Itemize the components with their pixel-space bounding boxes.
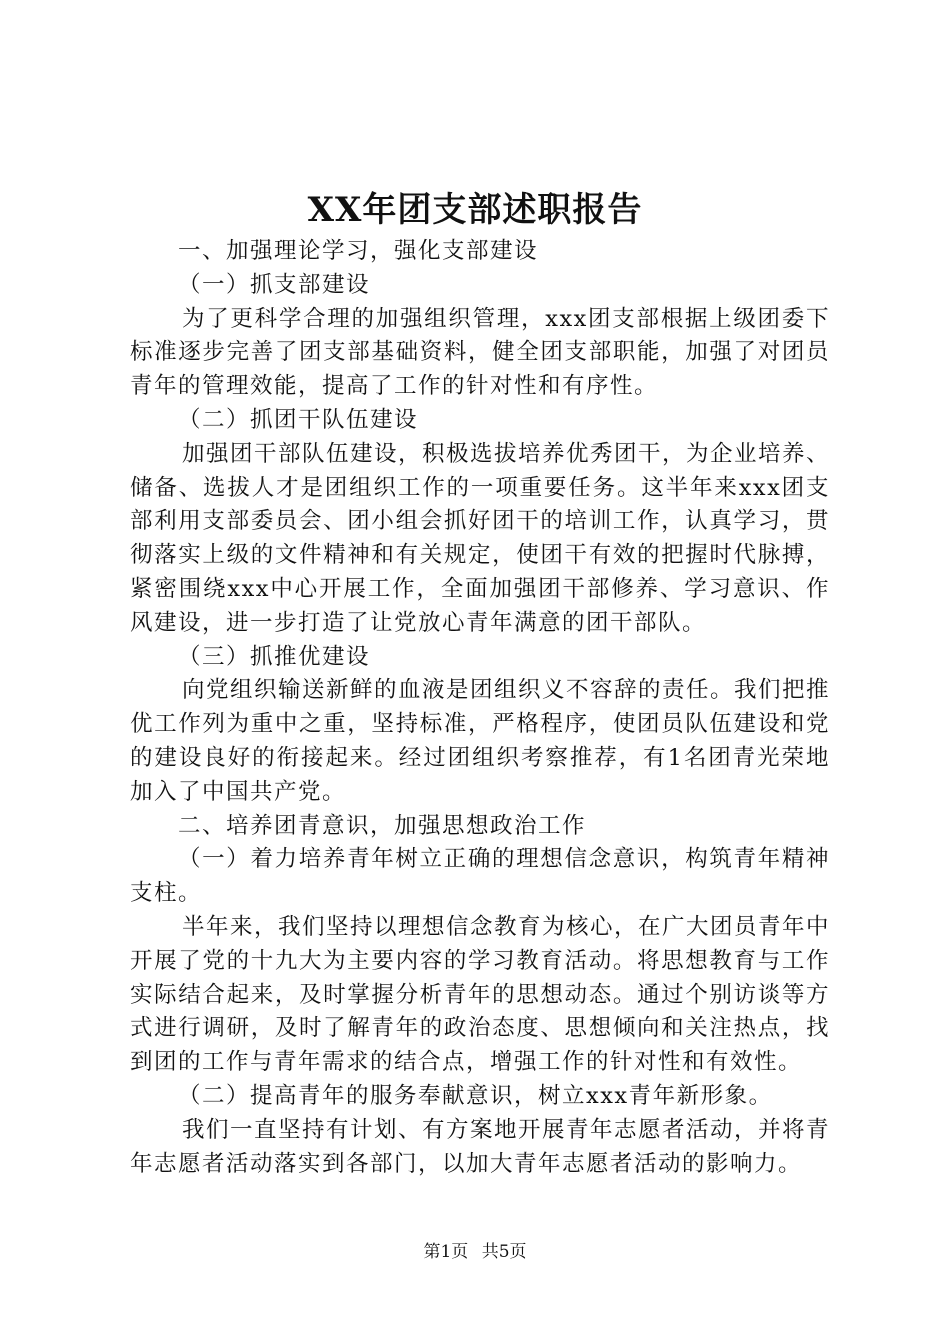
paragraph-2: 加强团干部队伍建设，积极选拔培养优秀团干，为企业培养、储备、选拔人才是团组织工作的一项重要任务。这半年来xxx团支部利用支部委员会、团小组会抓好团干的培训工作，认真学习，贯彻落实上级的文件精神和有关规定，使团干有效的把握时代脉搏，紧密围绕xxx中心开展工作，全面加强团干部修养、学习意识、作风建设，进一步打造了让党放心青年满意的团干部队。 bbox=[130, 440, 831, 636]
section-heading-2: 二、培养团青意识，加强思想政治工作 bbox=[178, 812, 587, 839]
paragraph-4: 半年来，我们坚持以理想信念教育为核心，在广大团员青年中开展了党的十九大为主要内容的学习教育活动。将思想教育与工作实际结合起来，及时掌握分析青年的思想动态。通过个别访谈等方式进行调研，及时了解青年的政治态度、思想倾向和关注热点，找到团的工作与青年需求的结合点，增强工作的针对性和有效性。 bbox=[130, 913, 831, 1076]
page-footer bbox=[0, 1240, 950, 1264]
subsection-heading-1-3: （三）抓推优建设 bbox=[178, 643, 371, 670]
document-title: XX年团支部述职报告 bbox=[307, 190, 643, 230]
subsection-heading-2-1: （一）着力培养青年树立正确的理想信念意识，构筑青年精神支柱。 bbox=[130, 846, 830, 907]
page-total: 共5页 bbox=[481, 1242, 527, 1262]
subsection-heading-2-2: （二）提高青年的服务奉献意识，树立xxx青年新形象。 bbox=[178, 1082, 773, 1109]
subsection-heading-1-2: （二）抓团干队伍建设 bbox=[178, 406, 419, 433]
page-number: 第1页 bbox=[423, 1242, 469, 1262]
section-heading-1: 一、加强理论学习，强化支部建设 bbox=[178, 238, 539, 264]
document-body bbox=[130, 235, 830, 1181]
paragraph-1: 为了更科学合理的加强组织管理，xxx团支部根据上级团委下标准逐步完善了团支部基础资料，健全团支部职能，加强了对团员青年的管理效能，提高了工作的针对性和有序性。 bbox=[130, 305, 830, 400]
subsection-heading-1-1: （一）抓支部建设 bbox=[178, 271, 371, 298]
paragraph-5: 我们一直坚持有计划、有方案地开展青年志愿者活动，并将青年志愿者活动落实到各部门，以加大青年志愿者活动的影响力。 bbox=[130, 1116, 831, 1177]
paragraph-3: 向党组织输送新鲜的血液是团组织义不容辞的责任。我们把推优工作列为重中之重，坚持标准，严格程序，使团员队伍建设和党的建设良好的衔接起来。经过团组织考察推荐，有1名团青光荣地加入了中国共产党。 bbox=[130, 677, 831, 805]
